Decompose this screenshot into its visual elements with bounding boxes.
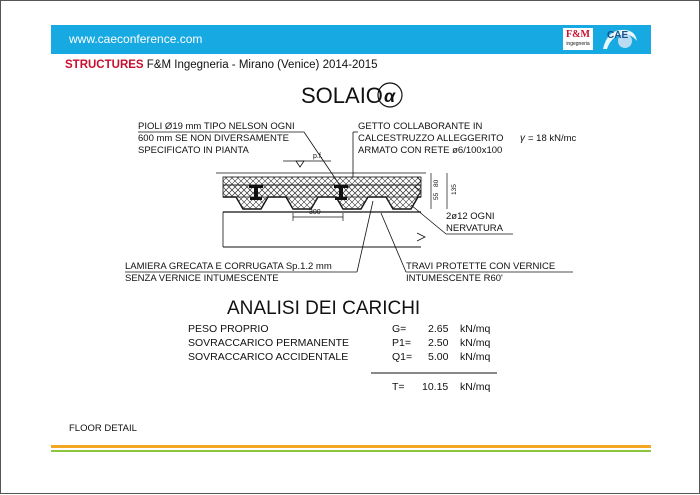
break-line-beam	[417, 233, 425, 241]
dim-300: 300	[309, 209, 321, 216]
load-row-1-symbol: P1=	[392, 337, 411, 349]
pf-label: p.f.	[313, 153, 323, 160]
footer-line-orange	[51, 445, 651, 448]
load-row-0-unit: kN/mq	[460, 323, 491, 335]
load-row-2-value: 5.00	[428, 351, 449, 363]
label-beams-1: TRAVI PROTETTE CON VERNICE	[406, 261, 556, 272]
subtitle-strong: STRUCTURES	[65, 59, 144, 71]
floor-section-drawing	[1, 1, 700, 495]
load-total-unit: kN/mq	[460, 381, 491, 393]
footer-label: FLOOR DETAIL	[69, 423, 137, 434]
site-url[interactable]: www.caeconference.com	[69, 32, 203, 46]
rebar-label-1: 2ø12 OGNI	[446, 211, 495, 222]
label-beams-2: INTUMESCENTE R60'	[406, 273, 503, 284]
rebar-label-2: NERVATURA	[446, 223, 504, 234]
label-concrete-2: CALCESTRUZZO ALLEGGERITO	[358, 133, 504, 144]
label-studs-1: PIOLI Ø19 mm TIPO NELSON OGNI	[138, 121, 295, 132]
dim-80: 80	[433, 179, 440, 187]
footer-line-green	[51, 450, 651, 452]
load-row-1-unit: kN/mq	[460, 337, 491, 349]
topping-layer	[223, 177, 421, 185]
load-total-symbol: T=	[392, 381, 405, 393]
beams-leader	[381, 213, 406, 272]
label-concrete-density: = 18 kN/mc	[528, 133, 577, 144]
label-studs-3: SPECIFICATO IN PIANTA	[138, 145, 249, 156]
label-studs-2: 600 mm SE NON DIVERSAMENTE	[138, 133, 289, 144]
subtitle-rest: F&M Ingegneria - Mirano (Venice) 2014-2015	[146, 59, 378, 71]
label-deck-2: SENZA VERNICE INTUMESCENTE	[125, 273, 279, 284]
fm-logo-text: F&M	[566, 29, 590, 40]
dim-55: 55	[433, 192, 440, 200]
rebar-leader	[411, 205, 446, 234]
load-row-2-symbol: Q1=	[392, 351, 413, 363]
load-row-2-name: SOVRACCARICO ACCIDENTALE	[188, 351, 349, 363]
fm-logo-subtext: ingegneria	[566, 41, 590, 47]
cae-logo-text: CAE	[607, 30, 629, 41]
load-row-2-unit: kN/mq	[460, 351, 491, 363]
load-row-0-name: PESO PROPRIO	[188, 323, 269, 335]
pf-triangle-icon	[296, 161, 304, 167]
load-row-1-name: SOVRACCARICO PERMANENTE	[188, 337, 350, 349]
label-concrete-1: GETTO COLLABORANTE IN	[358, 121, 483, 132]
label-deck-1: LAMIERA GRECATA E CORRUGATA Sp.1.2 mm	[125, 261, 332, 272]
label-concrete-gamma: γ	[520, 133, 525, 144]
drawing-title: SOLAIO	[301, 83, 383, 108]
load-row-0-value: 2.65	[428, 323, 449, 335]
dim-135: 135	[451, 184, 458, 195]
label-concrete-3: ARMATO CON RETE ø6/100x100	[358, 145, 503, 156]
load-row-0-symbol: G=	[392, 323, 407, 335]
title-symbol: α	[384, 86, 396, 106]
load-total-value: 10.15	[422, 381, 449, 393]
loads-title: ANALISI DEI CARICHI	[227, 298, 421, 319]
load-row-1-value: 2.50	[428, 337, 449, 349]
